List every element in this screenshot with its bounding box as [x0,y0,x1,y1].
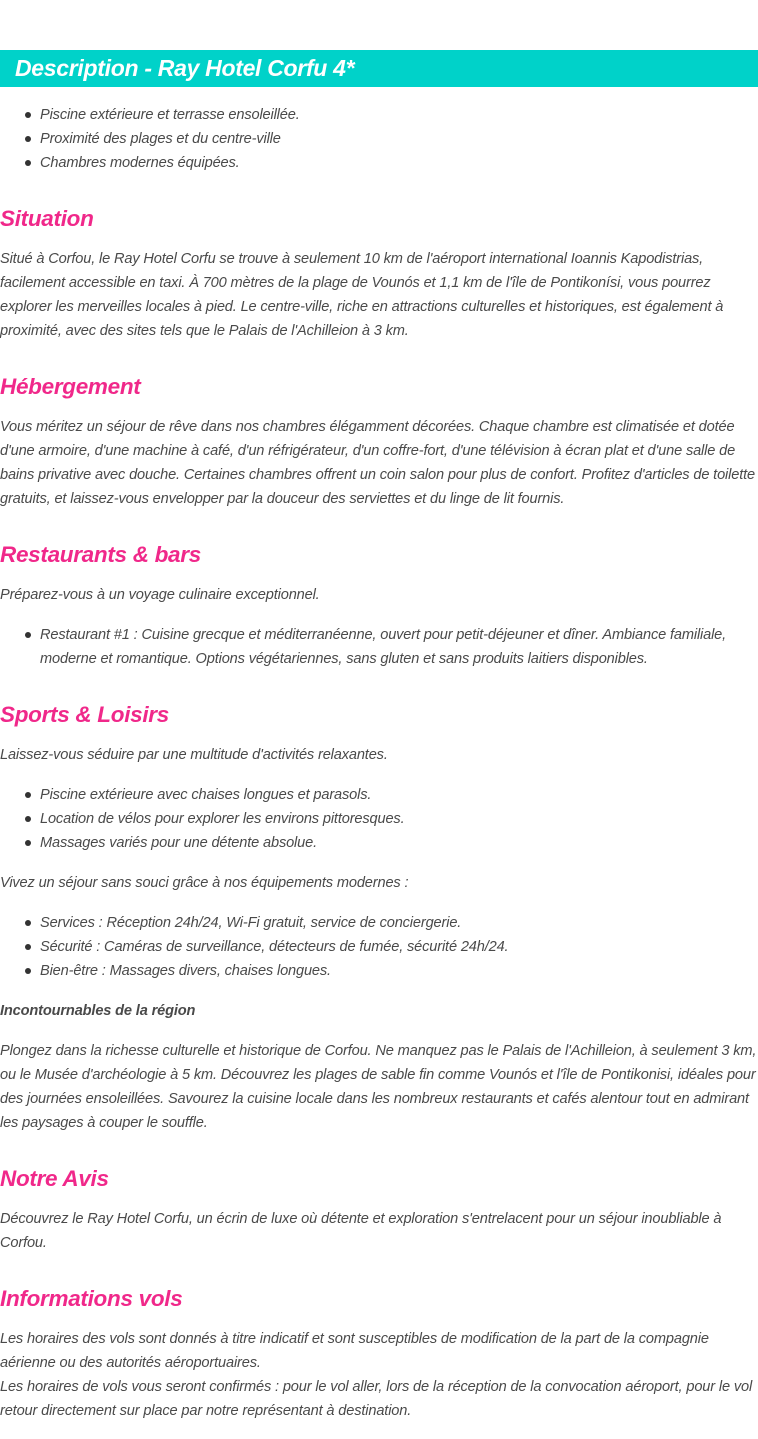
region-title: Incontournables de la région [0,1003,196,1019]
hebergement-heading: Hébergement [0,374,141,399]
region-text: Plongez dans la richesse culturelle et historique de Corfou. Ne manquez pas le Palais de l'Achilleion, à seulement 3 km, ou le Musée d'archéologie à 5 km. Découvrez les plages de sable fin comme Vounós et l'île de Pontikonisi, idéales pour des journées ensoleillées. Savourez la cuisine locale dans les nombreux restaurants et cafés alentour tout en admirant les paysages à couper le souffle. [0,1043,757,1131]
page-title: Description - Ray Hotel Corfu 4* [0,50,758,87]
vols-text-line-1: Les horaires des vols sont donnés à titre indicatif et sont susceptibles de modification de la part de la compagnie aérienne ou des autorités aéroportuaires. [0,1331,709,1371]
list-item: Location de vélos pour explorer les environs pittoresques. [0,807,758,831]
list-item: Piscine extérieure et terrasse ensoleillée. [0,103,758,127]
list-item: Massages variés pour une détente absolue. [0,831,758,855]
hebergement-text: Vous méritez un séjour de rêve dans nos chambres élégamment décorées. Chaque chambre est climatisée et dotée d'une armoire, d'une machine à café, d'un réfrigérateur, d'un coffre-fort, d'une télévision à écran plat et d'une salle de bains privative avec douche. Certaines chambres offrent un coin salon pour plus de confort. Profitez d'articles de toilette gratuits, et laissez-vous envelopper par la douceur des serviettes et du linge de lit fournis. [0,419,755,507]
avis-text: Découvrez le Ray Hotel Corfu, un écrin de luxe où détente et exploration s'entrelacent pour un séjour inoubliable à Corfou. [0,1211,722,1251]
sports-heading: Sports & Loisirs [0,702,169,727]
list-item: Chambres modernes équipées. [0,151,758,175]
equipment-intro: Vivez un séjour sans souci grâce à nos équipements modernes : [0,875,409,891]
situation-heading: Situation [0,206,94,231]
highlights-list [0,103,758,175]
restaurants-intro: Préparez-vous à un voyage culinaire exceptionnel. [0,587,320,603]
list-item: Restaurant #1 : Cuisine grecque et méditerranéenne, ouvert pour petit-déjeuner et dîner. Ambiance familiale, moderne et romantique. Options végétariennes, sans gluten et sans produits laitiers disponibles. [0,623,758,671]
vols-text [0,1327,758,1423]
restaurants-list [0,623,758,671]
restaurants-heading: Restaurants & bars [0,542,201,567]
vols-heading: Informations vols [0,1286,183,1311]
list-item: Proximité des plages et du centre-ville [0,127,758,151]
equipment-list [0,911,758,983]
situation-text: Situé à Corfou, le Ray Hotel Corfu se trouve à seulement 10 km de l'aéroport international Ioannis Kapodistrias, facilement accessible en taxi. À 700 mètres de la plage de Vounós et 1,1 km de l'île de Pontikonísi, vous pourrez explorer les merveilles locales à pied. Le centre-ville, riche en attractions culturelles et historiques, est également à proximité, avec des sites tels que le Palais de l'Achilleion à 3 km. [0,251,724,339]
activities-list [0,783,758,855]
list-item: Piscine extérieure avec chaises longues et parasols. [0,783,758,807]
list-item: Sécurité : Caméras de surveillance, détecteurs de fumée, sécurité 24h/24. [0,935,758,959]
vols-text-line-2: Les horaires de vols vous seront confirmés : pour le vol aller, lors de la réception de la convocation aéroport, pour le vol retour directement sur place par notre représentant à destination. [0,1379,753,1419]
sports-intro: Laissez-vous séduire par une multitude d'activités relaxantes. [0,747,388,763]
list-item: Services : Réception 24h/24, Wi-Fi gratuit, service de conciergerie. [0,911,758,935]
list-item: Bien-être : Massages divers, chaises longues. [0,959,758,983]
avis-heading: Notre Avis [0,1166,109,1191]
